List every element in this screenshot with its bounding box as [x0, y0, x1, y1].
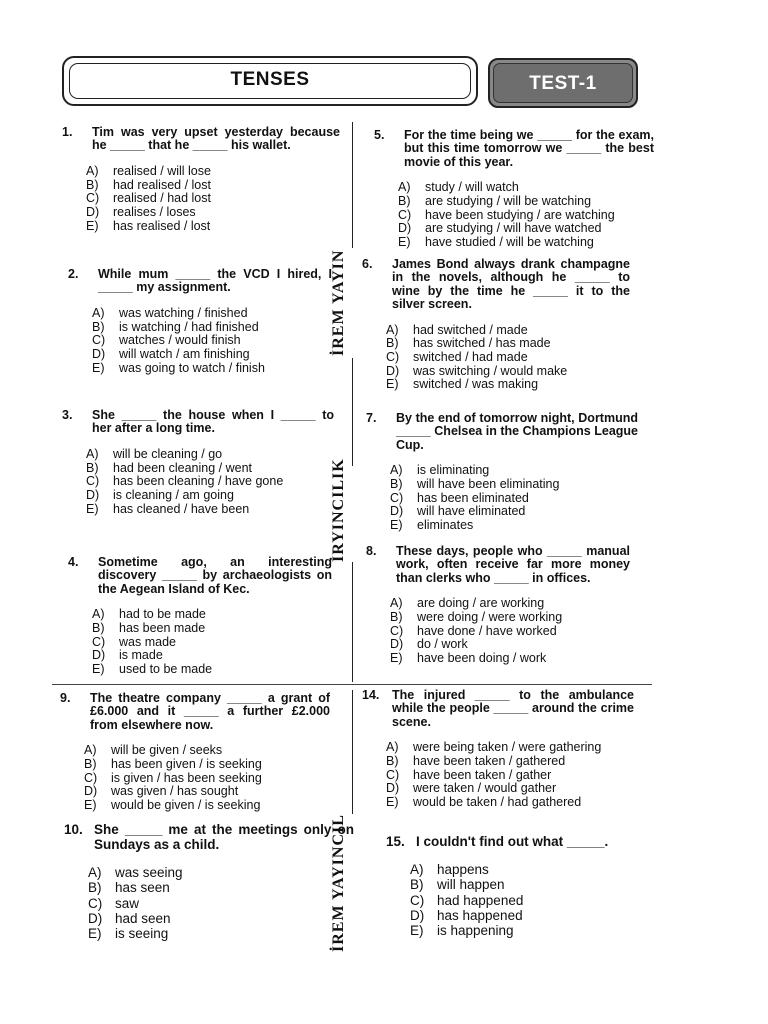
option-text: had to be made	[119, 607, 206, 622]
option-b[interactable]	[386, 755, 634, 768]
question-stem	[374, 129, 654, 169]
option-letter: D)	[92, 346, 106, 361]
option-text: was switching / would make	[413, 363, 568, 378]
option-letter: A)	[86, 446, 99, 461]
option-a[interactable]	[84, 744, 330, 757]
options-list	[362, 324, 630, 392]
question-number: 3.	[62, 408, 73, 422]
question-5	[374, 129, 654, 250]
options-list	[366, 464, 638, 532]
option-text: is given / has been seeking	[111, 770, 262, 785]
option-letter: A)	[390, 596, 403, 611]
option-letter: C)	[92, 333, 106, 348]
option-letter: E)	[390, 518, 403, 533]
option-letter: C)	[386, 767, 400, 782]
option-text: are doing / are working	[417, 596, 545, 611]
option-d[interactable]	[386, 782, 634, 795]
page-title: TENSES	[230, 69, 310, 90]
option-c[interactable]	[84, 772, 330, 785]
question-number: 9.	[60, 691, 71, 705]
option-text: had happened	[437, 892, 524, 908]
option-text: had been cleaning / went	[113, 460, 252, 475]
option-letter: B)	[390, 476, 403, 491]
option-text: will be cleaning / go	[113, 446, 223, 461]
option-letter: A)	[398, 180, 411, 195]
option-text: had switched / made	[413, 322, 528, 337]
question-stem	[68, 556, 332, 596]
publisher-label: İRYINCILIK	[330, 466, 374, 562]
option-e[interactable]	[410, 923, 646, 938]
option-letter: E)	[86, 501, 99, 516]
test-label: TEST-1	[529, 73, 597, 94]
title-banner	[62, 56, 478, 106]
option-d[interactable]	[390, 505, 638, 518]
option-text: switched / was making	[413, 377, 539, 392]
option-a[interactable]	[86, 165, 340, 178]
option-a[interactable]	[86, 448, 334, 461]
question-text: She _____ me at the meetings only on Sundays as a child.	[94, 822, 354, 852]
question-text: I couldn't find out what _____.	[416, 834, 609, 849]
options-list	[60, 744, 330, 812]
option-a[interactable]	[88, 865, 354, 880]
option-text: will have eliminated	[417, 504, 526, 519]
option-text: have studied / will be watching	[425, 235, 594, 250]
option-letter: D)	[84, 784, 98, 799]
option-text: are studying / will have watched	[425, 221, 602, 236]
question-number: 4.	[68, 555, 79, 569]
option-text: is watching / had finished	[119, 319, 259, 334]
option-letter: C)	[86, 191, 100, 206]
question-stem	[366, 412, 638, 452]
question-number: 7.	[366, 411, 377, 425]
option-letter: C)	[390, 490, 404, 505]
option-text: will have been eliminating	[417, 476, 560, 491]
options-list	[68, 608, 332, 676]
option-a[interactable]	[386, 741, 634, 754]
option-d[interactable]	[84, 785, 330, 798]
option-b[interactable]	[88, 880, 354, 895]
option-text: realises / loses	[113, 204, 196, 219]
question-1	[62, 126, 340, 233]
option-letter: C)	[386, 350, 400, 365]
option-d[interactable]	[92, 649, 332, 662]
question-4	[68, 556, 332, 677]
option-text: used to be made	[119, 662, 213, 677]
option-e[interactable]	[386, 378, 630, 391]
option-text: study / will watch	[425, 180, 519, 195]
option-text: would be taken / had gathered	[413, 795, 582, 810]
option-text: were being taken / were gathering	[413, 740, 602, 755]
question-text: James Bond always drank champagne in the novels, although he _____ to wine by the time he _____ it to the silver screen.	[392, 257, 630, 312]
question-text: Tim was very upset yesterday because he _____ that he _____ his wallet.	[92, 125, 340, 153]
option-d[interactable]	[386, 365, 630, 378]
option-text: was made	[119, 634, 176, 649]
option-e[interactable]	[390, 652, 630, 665]
option-letter: B)	[390, 609, 403, 624]
option-text: has been made	[119, 620, 206, 635]
option-text: were doing / were working	[417, 609, 563, 624]
option-text: realised / had lost	[113, 191, 211, 206]
options-list	[68, 307, 332, 375]
option-letter: C)	[88, 895, 103, 911]
question-text: For the time being we _____ for the exam, but this time tomorrow we _____ the best movie of this year.	[404, 128, 654, 169]
option-d[interactable]	[398, 222, 654, 235]
option-c[interactable]	[86, 475, 334, 488]
option-letter: D)	[88, 910, 103, 926]
option-letter: A)	[86, 163, 99, 178]
question-number: 14.	[362, 688, 380, 702]
option-letter: E)	[86, 218, 99, 233]
option-text: was watching / finished	[119, 305, 248, 320]
option-b[interactable]	[386, 337, 630, 350]
option-text: has switched / has made	[413, 336, 551, 351]
option-text: have been studying / are watching	[425, 207, 615, 222]
option-letter: E)	[390, 651, 403, 666]
question-stem	[68, 268, 332, 295]
option-letter: E)	[88, 926, 102, 942]
option-text: have been taken / gather	[413, 767, 552, 782]
option-text: was going to watch / finish	[119, 360, 265, 375]
option-c[interactable]	[410, 893, 646, 908]
option-letter: E)	[92, 662, 105, 677]
option-letter: E)	[398, 235, 411, 250]
option-text: realised / will lose	[113, 163, 211, 178]
option-b[interactable]	[398, 195, 654, 208]
question-text: The injured _____ to the ambulance while the people _____ around the crime scene.	[392, 688, 634, 729]
option-letter: D)	[86, 487, 100, 502]
option-b[interactable]	[86, 179, 340, 192]
question-8	[366, 545, 630, 666]
option-text: is cleaning / am going	[113, 487, 234, 502]
option-b[interactable]	[92, 622, 332, 635]
option-text: will be given / seeks	[111, 743, 223, 758]
option-letter: B)	[386, 753, 399, 768]
option-text: has been eliminated	[417, 490, 529, 505]
option-letter: A)	[92, 607, 105, 622]
question-stem	[60, 692, 330, 732]
option-b[interactable]	[86, 462, 334, 475]
option-d[interactable]	[88, 911, 354, 926]
option-text: was seeing	[115, 865, 183, 880]
question-number: 15.	[386, 834, 405, 849]
option-letter: B)	[398, 193, 411, 208]
options-list	[64, 865, 354, 941]
option-letter: B)	[92, 319, 105, 334]
option-letter: B)	[86, 460, 99, 475]
option-b[interactable]	[410, 877, 646, 892]
option-letter: B)	[86, 177, 99, 192]
question-stem	[62, 409, 334, 436]
question-6	[362, 258, 630, 392]
option-letter: C)	[86, 474, 100, 489]
option-text: happens	[437, 862, 489, 877]
option-b[interactable]	[390, 611, 630, 624]
question-stem	[366, 545, 630, 585]
option-e[interactable]	[398, 236, 654, 249]
option-d[interactable]	[92, 348, 332, 361]
options-list	[62, 448, 334, 516]
question-text: Sometime ago, an interesting discovery _____ by archaeologists on the Aegean Island of Kec.	[98, 555, 332, 596]
question-9	[60, 692, 330, 813]
option-letter: A)	[88, 865, 102, 880]
option-a[interactable]	[92, 608, 332, 621]
options-list	[62, 165, 340, 233]
option-text: have been taken / gathered	[413, 753, 566, 768]
option-d[interactable]	[86, 489, 334, 502]
option-e[interactable]	[88, 926, 354, 941]
question-stem	[386, 834, 646, 849]
option-text: watches / would finish	[119, 333, 241, 348]
option-letter: D)	[86, 204, 100, 219]
question-number: 6.	[362, 257, 373, 271]
option-text: is eliminating	[417, 463, 490, 478]
option-a[interactable]	[398, 181, 654, 194]
option-letter: D)	[390, 504, 404, 519]
option-text: has seen	[115, 880, 170, 896]
question-number: 2.	[68, 267, 79, 281]
option-c[interactable]	[390, 625, 630, 638]
option-text: had realised / lost	[113, 177, 211, 192]
option-b[interactable]	[390, 478, 638, 491]
option-text: was given / has sought	[111, 784, 239, 799]
option-e[interactable]	[92, 362, 332, 375]
option-letter: A)	[390, 463, 403, 478]
publisher-label: İREM YAYIN	[330, 248, 374, 358]
option-text: switched / had made	[413, 350, 528, 365]
option-e[interactable]	[390, 519, 638, 532]
publisher-label: İREM YAYINCIL	[330, 814, 374, 952]
option-e[interactable]	[92, 663, 332, 676]
question-stem	[362, 258, 630, 312]
option-letter: A)	[84, 743, 97, 758]
option-letter: E)	[410, 923, 424, 939]
option-letter: B)	[386, 336, 399, 351]
question-stem	[62, 126, 340, 153]
option-text: would be given / is seeking	[111, 798, 261, 813]
option-c[interactable]	[92, 334, 332, 347]
option-c[interactable]	[386, 351, 630, 364]
option-c[interactable]	[386, 769, 634, 782]
option-a[interactable]	[386, 324, 630, 337]
option-c[interactable]	[398, 209, 654, 222]
section-divider	[52, 684, 652, 685]
option-text: has been cleaning / have gone	[113, 474, 284, 489]
option-text: will happen	[437, 877, 505, 893]
option-text: is seeing	[115, 926, 169, 942]
option-a[interactable]	[410, 862, 646, 877]
option-text: are studying / will be watching	[425, 193, 592, 208]
question-14	[362, 689, 634, 810]
option-letter: E)	[84, 798, 97, 813]
option-text: is happening	[437, 923, 514, 939]
option-e[interactable]	[86, 503, 334, 516]
option-letter: C)	[410, 892, 425, 908]
option-letter: B)	[92, 620, 105, 635]
option-letter: D)	[92, 648, 106, 663]
question-text: By the end of tomorrow night, Dortmund _____ Chelsea in the Champions League Cup.	[396, 411, 638, 452]
option-letter: A)	[92, 305, 105, 320]
option-c[interactable]	[86, 192, 340, 205]
question-number: 1.	[62, 125, 73, 139]
column-divider-top	[352, 122, 353, 682]
option-letter: B)	[88, 880, 102, 896]
option-d[interactable]	[86, 206, 340, 219]
question-15	[386, 834, 646, 938]
option-letter: E)	[386, 795, 399, 810]
option-text: is made	[119, 648, 163, 663]
option-text: were taken / would gather	[413, 781, 557, 796]
option-text: has happened	[437, 907, 523, 923]
question-number: 10.	[64, 822, 83, 837]
option-letter: D)	[386, 781, 400, 796]
option-text: has realised / lost	[113, 218, 211, 233]
option-b[interactable]	[84, 758, 330, 771]
option-d[interactable]	[410, 908, 646, 923]
question-text: While mum _____ the VCD I hired, I _____ my assignment.	[98, 267, 332, 295]
option-letter: B)	[410, 877, 424, 893]
option-c[interactable]	[92, 636, 332, 649]
option-e[interactable]	[84, 799, 330, 812]
option-text: have been doing / work	[417, 651, 547, 666]
option-letter: D)	[386, 363, 400, 378]
option-d[interactable]	[390, 638, 630, 651]
option-letter: C)	[398, 207, 412, 222]
option-text: eliminates	[417, 518, 474, 533]
options-list	[366, 597, 630, 665]
question-stem	[362, 689, 634, 729]
option-letter: A)	[386, 322, 399, 337]
option-letter: A)	[386, 740, 399, 755]
option-letter: D)	[390, 637, 404, 652]
option-c[interactable]	[390, 492, 638, 505]
question-2	[68, 268, 332, 375]
option-letter: B)	[84, 756, 97, 771]
options-list	[386, 862, 646, 938]
question-text: These days, people who _____ manual work, often receive far more money than clerks who _____ in offices.	[396, 544, 630, 585]
options-list	[374, 181, 654, 249]
option-c[interactable]	[88, 896, 354, 911]
question-number: 5.	[374, 128, 385, 142]
option-a[interactable]	[92, 307, 332, 320]
option-a[interactable]	[390, 464, 638, 477]
question-7	[366, 412, 638, 533]
option-letter: E)	[92, 360, 105, 375]
option-letter: C)	[390, 623, 404, 638]
option-text: do / work	[417, 637, 468, 652]
option-text: saw	[115, 895, 140, 911]
question-number: 8.	[366, 544, 377, 558]
option-text: has cleaned / have been	[113, 501, 250, 516]
option-text: will watch / am finishing	[119, 346, 250, 361]
option-e[interactable]	[86, 220, 340, 233]
question-3	[62, 409, 334, 516]
option-text: had seen	[115, 910, 171, 926]
test-badge	[488, 58, 638, 108]
question-text: She _____ the house when I _____ to her after a long time.	[92, 408, 334, 436]
question-10	[64, 822, 354, 941]
option-letter: D)	[410, 907, 425, 923]
option-text: have done / have worked	[417, 623, 557, 638]
option-letter: A)	[410, 862, 424, 877]
option-letter: E)	[386, 377, 399, 392]
option-a[interactable]	[390, 597, 630, 610]
option-text: has been given / is seeking	[111, 756, 262, 771]
options-list	[362, 741, 634, 809]
option-letter: C)	[92, 634, 106, 649]
option-letter: C)	[84, 770, 98, 785]
question-stem	[64, 822, 354, 852]
question-text: The theatre company _____ a grant of £6.000 and it _____ a further £2.000 from elsewhere now.	[90, 691, 330, 732]
option-letter: D)	[398, 221, 412, 236]
option-b[interactable]	[92, 321, 332, 334]
option-e[interactable]	[386, 796, 634, 809]
